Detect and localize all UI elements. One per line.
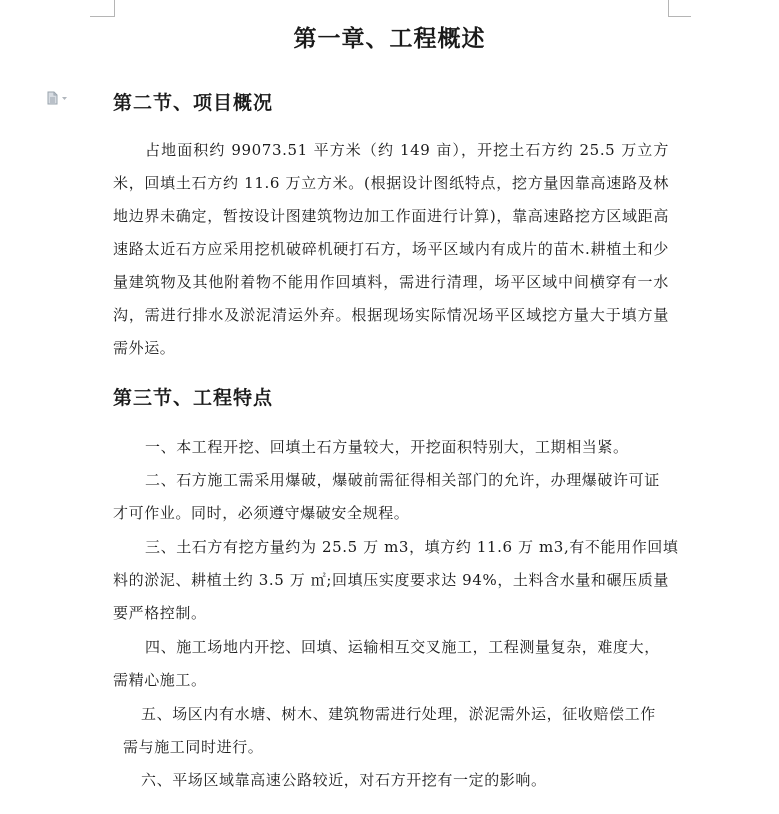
feature-item-3-line-3: 要严格控制。 [113, 604, 207, 622]
page-corner-mark-right [668, 0, 691, 17]
feature-item-3-line-2: 料的淤泥、耕植土约 3.5 万 ㎡;回填压实度要求达 94%，土料含水量和碾压质量 [113, 571, 669, 589]
feature-item-3-line-1: 三、土石方有挖方量约为 25.5 万 m3，填方约 11.6 万 m3,有不能用作回填 [145, 538, 679, 556]
section3-heading: 第三节、工程特点 [113, 387, 274, 409]
feature-item-2-line-1: 二、石方施工需采用爆破，爆破前需征得相关部门的允许，办理爆破许可证 [145, 471, 660, 489]
document-outline-icon[interactable] [47, 90, 71, 104]
feature-item-2-line-2: 才可作业。同时，必须遵守爆破安全规程。 [113, 504, 410, 522]
feature-item-4-line-2: 需精心施工。 [113, 671, 207, 689]
feature-item-1-line-1: 一、本工程开挖、回填土石方量较大，开挖面积特别大，工期相当紧。 [145, 438, 629, 456]
feature-item-4-line-1: 四、施工场地内开挖、回填、运输相互交叉施工，工程测量复杂，难度大， [145, 638, 660, 656]
page-corner-mark-left [90, 0, 115, 17]
feature-item-5-line-2: 需与施工同时进行。 [123, 738, 264, 756]
section2-heading: 第二节、项目概况 [113, 92, 274, 114]
feature-item-5-line-1: 五、场区内有水塘、树木、建筑物需进行处理，淤泥需外运，征收赔偿工作 [141, 705, 656, 723]
chapter-title: 第一章、工程概述 [293, 25, 486, 52]
feature-item-6-line-1: 六、平场区域靠高速公路较近，对石方开挖有一定的影响。 [141, 771, 547, 789]
section2-body: 占地面积约 99073.51 平方米（约 149 亩），开挖土石方约 25.5 万立方米，回填土石方约 11.6 万立方米。(根据设计图纸特点，挖方量因靠高速路及林地边界未确定，暂按设计图建筑物边加工作面进行计算)，靠高速路挖方区域距高速路太近石方应采用挖机破碎机硬打石方，场平区域内有成片的苗木.耕植土和少量建筑物及其他附着物不能用作回填料，需进行清理，场平区域中间横穿有一水沟，需进行排水及淤泥清运外弃。根据现场实际情况场平区域挖方量大于填方量需外运。 [113, 141, 669, 357]
